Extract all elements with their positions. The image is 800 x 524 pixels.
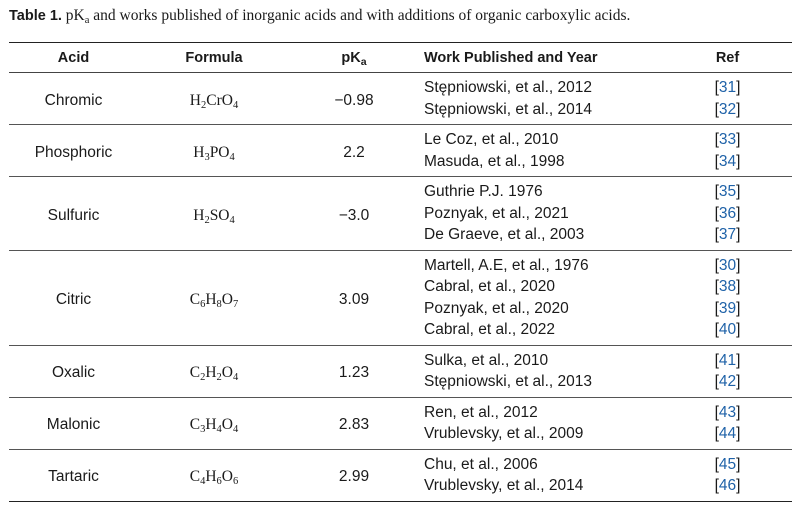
- formula-element: C: [189, 468, 201, 486]
- work-published: Chu, et al., 2006: [424, 455, 538, 473]
- ref-bracket-open: [: [714, 351, 719, 369]
- reference-link[interactable]: 36: [718, 204, 737, 222]
- acid-pka: −3.0: [338, 206, 370, 224]
- ref-bracket-close: ]: [736, 373, 741, 390]
- formula-element: CrO: [206, 91, 233, 109]
- work-published: Cabral, et al., 2020: [424, 278, 555, 295]
- ref-bracket-close: ]: [736, 278, 741, 295]
- caption-text-sub: a: [84, 15, 90, 26]
- acid-pka: 2.2: [343, 143, 365, 161]
- reference-cell: [663, 250, 792, 276]
- ref-bracket-open: [: [714, 425, 719, 442]
- work-published: Poznyak, et al., 2020: [424, 299, 569, 317]
- reference-cell: [663, 73, 792, 99]
- acid-name: Phosphoric: [34, 143, 113, 161]
- reference-cell: [663, 475, 792, 501]
- acid-formula: [138, 250, 290, 345]
- work-published: De Graeve, et al., 2003: [424, 226, 585, 243]
- formula-subscript: 4: [229, 151, 235, 163]
- caption-label: Table 1.: [9, 8, 62, 24]
- formula-element: H: [193, 206, 205, 224]
- work-published: Poznyak, et al., 2021: [424, 204, 569, 222]
- work-published: Le Coz, et al., 2010: [424, 131, 559, 148]
- formula-subscript: 3: [200, 424, 206, 436]
- ref-bracket-close: ]: [736, 131, 741, 148]
- table-row: [9, 397, 792, 423]
- reference-link[interactable]: 45: [718, 455, 737, 473]
- ref-bracket-open: [: [714, 79, 719, 96]
- acid-group: [9, 345, 792, 397]
- acid-formula: [138, 397, 290, 449]
- formula-subscript: 4: [233, 372, 239, 384]
- acid-group: [9, 125, 792, 177]
- reference-cell: [663, 345, 792, 371]
- ref-bracket-open: [: [714, 373, 719, 390]
- reference-cell: [663, 319, 792, 345]
- acid-formula: [138, 73, 290, 125]
- reference-link[interactable]: 44: [718, 425, 737, 442]
- acid-formula: [138, 345, 290, 397]
- acid-group: [9, 449, 792, 501]
- reference-cell: [663, 397, 792, 423]
- table-row: [9, 449, 792, 475]
- formula-subscript: 6: [233, 476, 239, 488]
- work-published: Vrublevsky, et al., 2009: [424, 425, 584, 442]
- acid-formula: [138, 177, 290, 251]
- reference-link[interactable]: 32: [718, 100, 737, 118]
- caption-text-after: and works published of inorganic acids and with additions of organic carboxylic acids.: [89, 7, 631, 24]
- ref-bracket-close: ]: [736, 403, 741, 421]
- table-row: [9, 125, 792, 151]
- formula-subscript: 3: [204, 151, 210, 163]
- reference-link[interactable]: 43: [718, 403, 737, 421]
- formula-element: H: [193, 143, 205, 161]
- ref-bracket-close: ]: [736, 226, 741, 243]
- acid-formula: [138, 125, 290, 177]
- work-published: Sulka, et al., 2010: [424, 351, 549, 369]
- formula-subscript: 2: [200, 372, 206, 384]
- work-published: Stępniowski, et al., 2014: [424, 100, 593, 118]
- formula-subscript: 4: [233, 424, 239, 436]
- work-published: Masuda, et al., 1998: [424, 152, 565, 170]
- reference-cell: [663, 298, 792, 320]
- acid-group: [9, 397, 792, 449]
- ref-bracket-open: [: [714, 183, 719, 200]
- ref-bracket-close: ]: [736, 256, 741, 274]
- header-work: Work Published and Year: [424, 49, 598, 66]
- acid-group: [9, 177, 792, 251]
- work-published: Stępniowski, et al., 2012: [424, 79, 593, 96]
- formula-subscript: 4: [229, 214, 235, 226]
- formula-element: H: [205, 468, 217, 486]
- ref-bracket-close: ]: [736, 183, 741, 200]
- acid-name: Tartaric: [48, 468, 99, 486]
- work-published: Martell, A.E, et al., 1976: [424, 256, 589, 274]
- header-acid: Acid: [57, 49, 90, 66]
- formula-subscript: 2: [204, 214, 210, 226]
- work-published: Ren, et al., 2012: [424, 403, 538, 421]
- header-pka-sub: a: [360, 55, 367, 68]
- reference-cell: [663, 449, 792, 475]
- table-header-row: [9, 43, 792, 73]
- acid-pka: 3.09: [338, 290, 370, 308]
- formula-element: C: [189, 364, 201, 382]
- formula-subscript: 2: [201, 99, 207, 111]
- ref-bracket-open: [: [714, 204, 719, 222]
- acid-name: Malonic: [46, 416, 101, 434]
- formula-element: C: [189, 290, 201, 308]
- formula-element: H: [205, 364, 217, 382]
- ref-bracket-open: [: [714, 100, 719, 118]
- reference-link[interactable]: 42: [718, 373, 737, 390]
- acid-pka: −0.98: [334, 91, 374, 109]
- formula-element: H: [205, 416, 217, 434]
- reference-link[interactable]: 33: [718, 131, 737, 148]
- formula-element: O: [221, 364, 233, 382]
- ref-bracket-open: [: [714, 403, 719, 421]
- reference-link[interactable]: 40: [718, 321, 737, 338]
- formula-subscript: 6: [200, 298, 206, 310]
- work-published: Cabral, et al., 2022: [424, 321, 555, 338]
- acid-pka: 2.99: [338, 468, 370, 486]
- acid-name: Chromic: [44, 91, 103, 109]
- acid-group: [9, 73, 792, 125]
- ref-bracket-open: [: [714, 226, 719, 243]
- reference-link[interactable]: 37: [718, 226, 737, 243]
- acid-formula: [138, 449, 290, 501]
- ref-bracket-open: [: [714, 299, 719, 317]
- reference-cell: [663, 99, 792, 125]
- reference-cell: [663, 125, 792, 151]
- acid-name: Sulfuric: [47, 206, 100, 224]
- header-formula: Formula: [185, 49, 243, 66]
- ref-bracket-open: [: [714, 455, 719, 473]
- formula-subscript: 4: [200, 476, 206, 488]
- reference-cell: [663, 371, 792, 397]
- formula-subscript: 4: [216, 424, 222, 436]
- ref-bracket-close: ]: [736, 455, 741, 473]
- acid-pka: 2.83: [338, 416, 370, 434]
- reference-link[interactable]: 30: [718, 256, 737, 274]
- reference-cell: [663, 224, 792, 250]
- ref-bracket-open: [: [714, 321, 719, 338]
- reference-link[interactable]: 34: [718, 152, 737, 170]
- reference-cell: [663, 423, 792, 449]
- table-row: [9, 73, 792, 99]
- reference-cell: [663, 276, 792, 298]
- reference-link[interactable]: 41: [718, 351, 737, 369]
- work-published: Vrublevsky, et al., 2014: [424, 477, 584, 494]
- formula-element: O: [221, 290, 233, 308]
- reference-cell: [663, 177, 792, 203]
- reference-cell: [663, 151, 792, 177]
- reference-link[interactable]: 38: [718, 278, 737, 295]
- header-pka-main: pK: [341, 49, 361, 66]
- ref-bracket-close: ]: [736, 100, 741, 118]
- formula-subscript: 4: [232, 99, 239, 111]
- table-row: [9, 250, 792, 276]
- formula-element: SO: [209, 206, 230, 224]
- table-caption: [9, 6, 794, 26]
- header-ref: Ref: [715, 49, 740, 66]
- reference-link[interactable]: 39: [718, 299, 737, 317]
- acid-group: [9, 250, 792, 345]
- work-published: Stępniowski, et al., 2013: [424, 373, 593, 390]
- formula-element: O: [221, 468, 233, 486]
- ref-bracket-open: [: [714, 278, 719, 295]
- reference-link[interactable]: 46: [718, 477, 737, 494]
- caption-text-before: pK: [61, 7, 85, 24]
- ref-bracket-open: [: [714, 256, 719, 274]
- formula-element: O: [221, 416, 233, 434]
- acids-table: [9, 42, 792, 502]
- ref-bracket-close: ]: [736, 351, 741, 369]
- formula-element: H: [205, 290, 217, 308]
- reference-link[interactable]: 35: [718, 183, 737, 200]
- ref-bracket-close: ]: [736, 79, 741, 96]
- formula-subscript: 6: [216, 476, 222, 488]
- formula-subscript: 7: [233, 298, 239, 310]
- reference-cell: [663, 203, 792, 225]
- ref-bracket-open: [: [714, 152, 719, 170]
- acid-name: Citric: [55, 290, 92, 308]
- ref-bracket-close: ]: [736, 477, 741, 494]
- formula-element: H: [189, 91, 201, 109]
- ref-bracket-open: [: [714, 131, 719, 148]
- formula-subscript: 8: [216, 298, 222, 310]
- ref-bracket-close: ]: [736, 425, 741, 442]
- ref-bracket-close: ]: [736, 204, 741, 222]
- reference-link[interactable]: 31: [718, 79, 737, 96]
- ref-bracket-open: [: [714, 477, 719, 494]
- ref-bracket-close: ]: [736, 321, 741, 338]
- header-pka: [290, 43, 418, 73]
- formula-element: PO: [209, 143, 230, 161]
- formula-element: C: [189, 416, 201, 434]
- table-row: [9, 345, 792, 371]
- ref-bracket-close: ]: [736, 299, 741, 317]
- acid-pka: 1.23: [338, 364, 370, 382]
- table-row: [9, 177, 792, 203]
- formula-subscript: 2: [216, 372, 222, 384]
- ref-bracket-close: ]: [736, 152, 741, 170]
- work-published: Guthrie P.J. 1976: [424, 183, 543, 200]
- acid-name: Oxalic: [51, 364, 96, 382]
